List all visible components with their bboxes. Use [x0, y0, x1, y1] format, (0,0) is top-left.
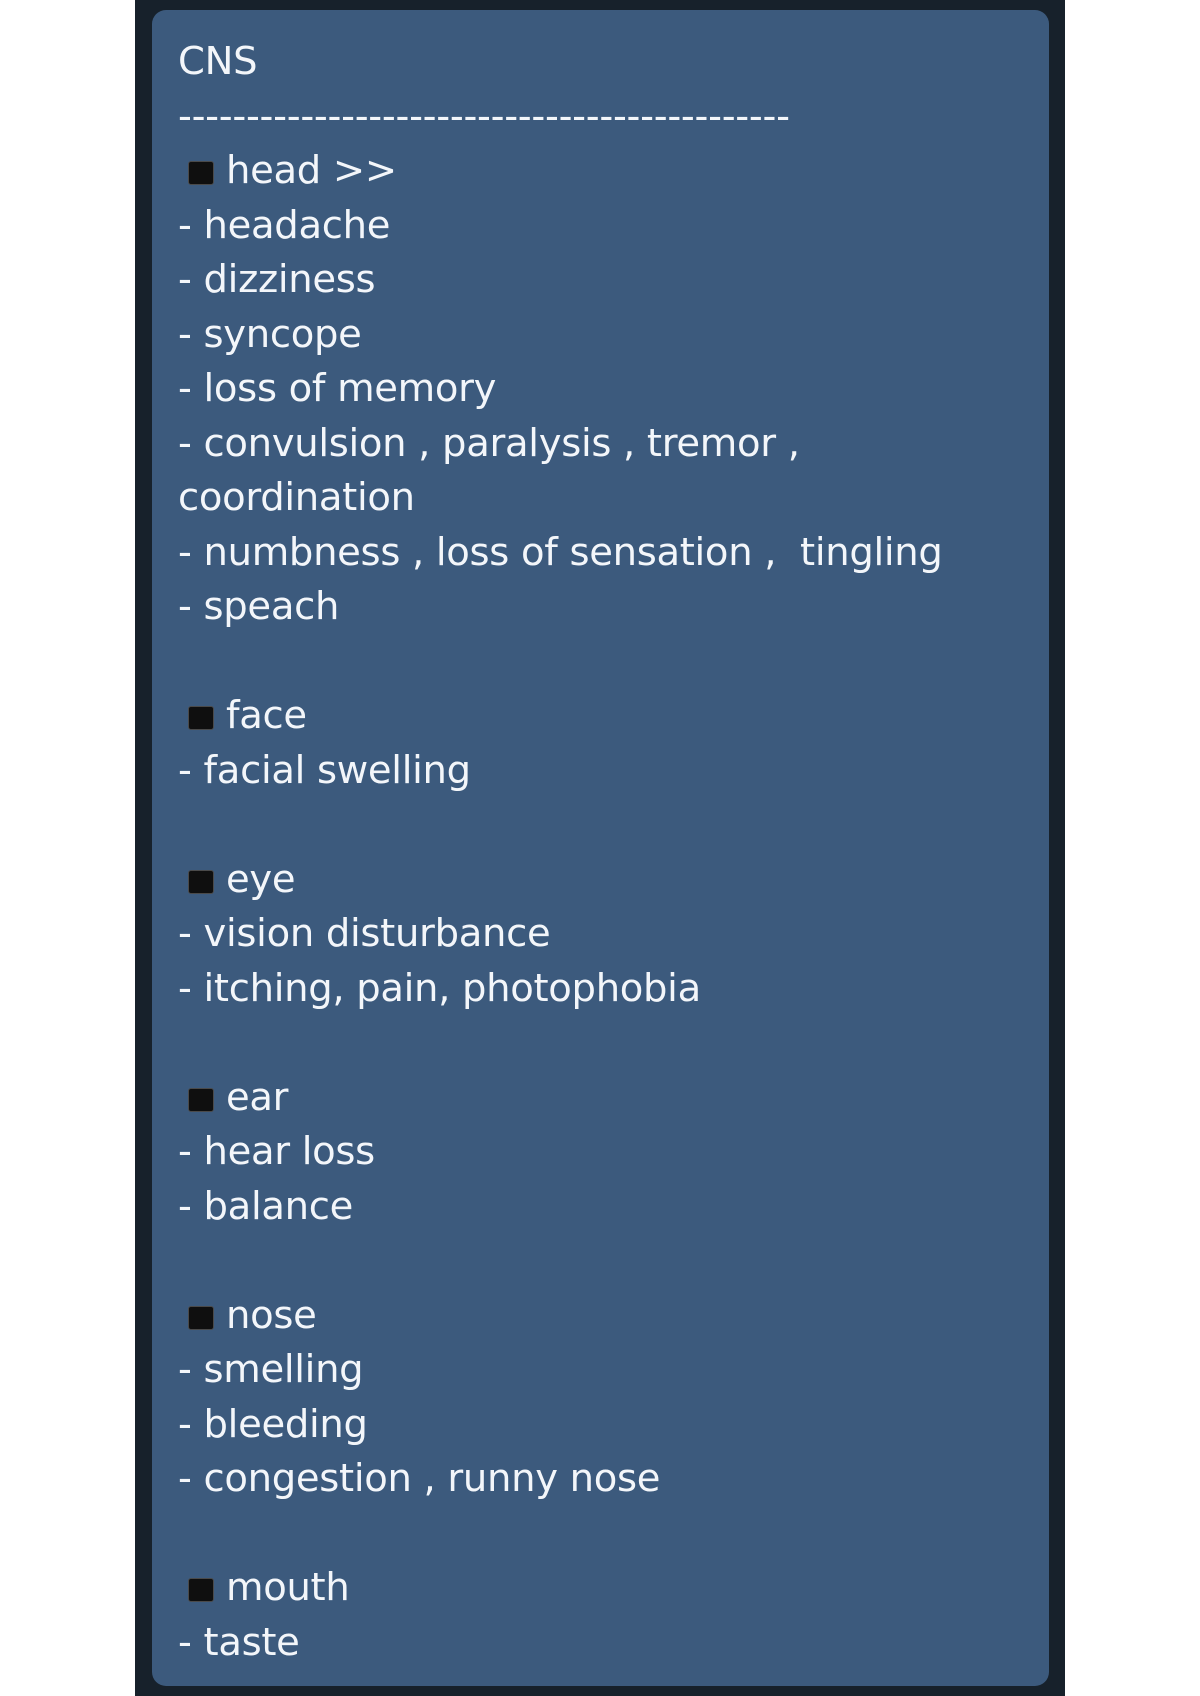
black-square-icon [188, 870, 214, 894]
blank-line [178, 1507, 1023, 1562]
section-heading-head [178, 144, 1023, 199]
section-heading-eye [178, 853, 1023, 908]
separator-line: --------------------------------------------- [178, 93, 790, 139]
section-heading-label: ear [226, 1074, 289, 1120]
section-heading-label: eye [226, 856, 296, 902]
black-square-icon [188, 1578, 214, 1602]
black-square-icon [188, 1306, 214, 1330]
list-item: - taste [178, 1619, 300, 1665]
list-item: - headache [178, 202, 391, 248]
black-square-icon [188, 161, 214, 185]
blank-line [178, 1016, 1023, 1071]
blank-line [178, 798, 1023, 853]
blank-line [178, 1234, 1023, 1289]
section-heading-label: head >> [226, 148, 397, 193]
list-item: coordination [178, 475, 415, 520]
section-heading-mouth [178, 1561, 1023, 1616]
list-item: - numbness , loss of sensation , tingling [178, 529, 943, 575]
list-item: - convulsion , paralysis , tremor , [178, 420, 800, 466]
message-title: CNS [178, 39, 258, 84]
list-item: - syncope [178, 311, 362, 357]
list-item: - congestion , runny nose [178, 1456, 661, 1501]
list-item: - smelling [178, 1347, 364, 1392]
list-item: - itching, pain, photophobia [178, 965, 701, 1011]
list-item: - vision disturbance [178, 911, 551, 956]
list-item: - balance [178, 1183, 354, 1229]
list-item: - speach [178, 584, 340, 629]
list-item: - facial swelling [178, 747, 471, 793]
blank-line [178, 635, 1023, 690]
section-heading-label: face [226, 693, 307, 738]
section-heading-face [178, 689, 1023, 744]
black-square-icon [188, 706, 214, 730]
list-item: - loss of memory [178, 366, 497, 411]
list-item: - bleeding [178, 1401, 368, 1447]
section-heading-label: mouth [226, 1565, 350, 1610]
black-square-icon [188, 1088, 214, 1112]
section-heading-ear [178, 1071, 1023, 1126]
list-item: - hear loss [178, 1129, 375, 1174]
section-heading-nose [178, 1289, 1023, 1344]
section-heading-label: nose [226, 1292, 317, 1338]
list-item: - dizziness [178, 257, 376, 302]
message-bubble[interactable] [152, 10, 1049, 1686]
